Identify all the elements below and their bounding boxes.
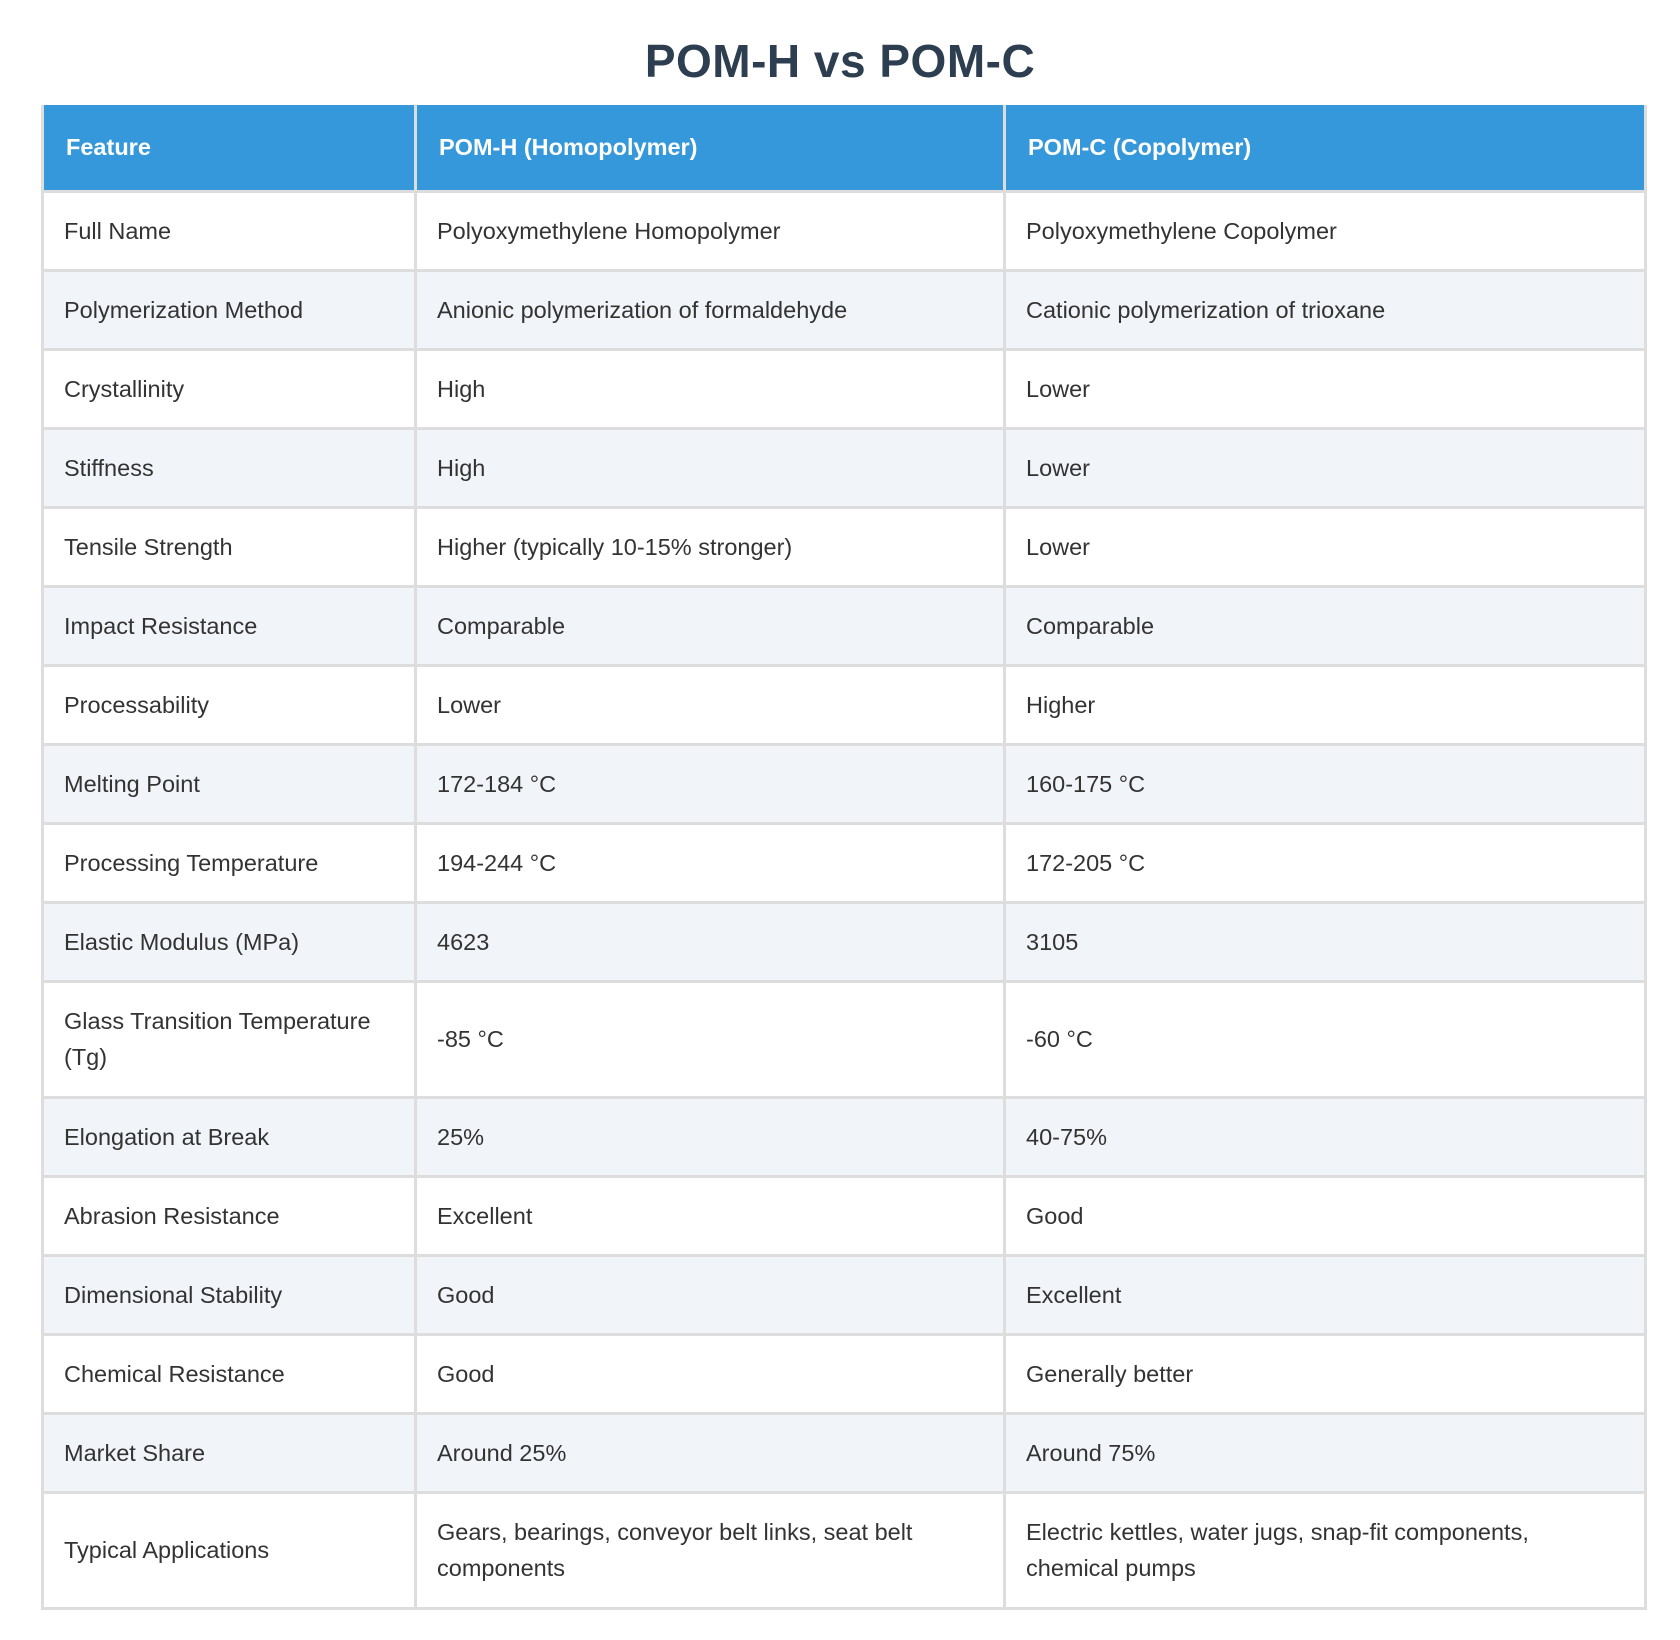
feature-cell: Market Share: [43, 1413, 416, 1492]
table-header: [43, 105, 1646, 191]
feature-cell: Elastic Modulus (MPa): [43, 902, 416, 981]
pom-c-cell: Lower: [1005, 428, 1646, 507]
pom-h-cell: Around 25%: [416, 1413, 1005, 1492]
pom-c-cell: Comparable: [1005, 586, 1646, 665]
pom-h-cell: High: [416, 428, 1005, 507]
table-row: [43, 1334, 1646, 1413]
header-row: [43, 105, 1646, 191]
feature-cell: Polymerization Method: [43, 270, 416, 349]
pom-h-cell: Anionic polymerization of formaldehyde: [416, 270, 1005, 349]
feature-cell: Stiffness: [43, 428, 416, 507]
pom-c-cell: 3105: [1005, 902, 1646, 981]
pom-h-cell: 194-244 °C: [416, 823, 1005, 902]
header-feature: Feature: [43, 105, 416, 191]
pom-h-cell: Excellent: [416, 1176, 1005, 1255]
table-row: [43, 349, 1646, 428]
table-row: [43, 507, 1646, 586]
pom-h-cell: Polyoxymethylene Homopolymer: [416, 191, 1005, 270]
pom-c-cell: Generally better: [1005, 1334, 1646, 1413]
pom-h-cell: High: [416, 349, 1005, 428]
table-row: [43, 823, 1646, 902]
pom-c-cell: Polyoxymethylene Copolymer: [1005, 191, 1646, 270]
feature-cell: Abrasion Resistance: [43, 1176, 416, 1255]
pom-c-cell: -60 °C: [1005, 981, 1646, 1097]
table-row: [43, 1097, 1646, 1176]
feature-cell: Glass Transition Temperature (Tg): [43, 981, 416, 1097]
table-row: [43, 191, 1646, 270]
feature-cell: Melting Point: [43, 744, 416, 823]
feature-cell: Dimensional Stability: [43, 1255, 416, 1334]
pom-c-cell: 172-205 °C: [1005, 823, 1646, 902]
table-row: [43, 1176, 1646, 1255]
pom-c-cell: Excellent: [1005, 1255, 1646, 1334]
header-pom-h: POM-H (Homopolymer): [416, 105, 1005, 191]
pom-h-cell: Higher (typically 10-15% stronger): [416, 507, 1005, 586]
pom-h-cell: 172-184 °C: [416, 744, 1005, 823]
pom-c-cell: Lower: [1005, 507, 1646, 586]
pom-h-cell: Good: [416, 1255, 1005, 1334]
pom-c-cell: Around 75%: [1005, 1413, 1646, 1492]
pom-h-cell: 25%: [416, 1097, 1005, 1176]
pom-c-cell: 40-75%: [1005, 1097, 1646, 1176]
pom-h-cell: Lower: [416, 665, 1005, 744]
page-title: POM-H vs POM-C: [644, 35, 1036, 87]
pom-c-cell: Electric kettles, water jugs, snap-fit components, chemical pumps: [1005, 1492, 1646, 1608]
table-row: [43, 1492, 1646, 1608]
comparison-table: [41, 105, 1647, 1610]
feature-cell: Tensile Strength: [43, 507, 416, 586]
header-pom-c: POM-C (Copolymer): [1005, 105, 1646, 191]
table-row: [43, 981, 1646, 1097]
table-row: [43, 428, 1646, 507]
table-row: [43, 902, 1646, 981]
feature-cell: Typical Applications: [43, 1492, 416, 1608]
pom-h-cell: Gears, bearings, conveyor belt links, seat belt components: [416, 1492, 1005, 1608]
feature-cell: Impact Resistance: [43, 586, 416, 665]
pom-c-cell: Higher: [1005, 665, 1646, 744]
table-row: [43, 270, 1646, 349]
feature-cell: Processing Temperature: [43, 823, 416, 902]
table-body: [43, 191, 1646, 1608]
table-row: [43, 586, 1646, 665]
table-row: [43, 744, 1646, 823]
feature-cell: Elongation at Break: [43, 1097, 416, 1176]
table-row: [43, 665, 1646, 744]
feature-cell: Processability: [43, 665, 416, 744]
pom-h-cell: -85 °C: [416, 981, 1005, 1097]
pom-c-cell: Good: [1005, 1176, 1646, 1255]
pom-c-cell: Lower: [1005, 349, 1646, 428]
table-row: [43, 1413, 1646, 1492]
pom-c-cell: 160-175 °C: [1005, 744, 1646, 823]
pom-c-cell: Cationic polymerization of trioxane: [1005, 270, 1646, 349]
pom-h-cell: Good: [416, 1334, 1005, 1413]
feature-cell: Full Name: [43, 191, 416, 270]
feature-cell: Crystallinity: [43, 349, 416, 428]
pom-h-cell: Comparable: [416, 586, 1005, 665]
table-row: [43, 1255, 1646, 1334]
feature-cell: Chemical Resistance: [43, 1334, 416, 1413]
pom-h-cell: 4623: [416, 902, 1005, 981]
